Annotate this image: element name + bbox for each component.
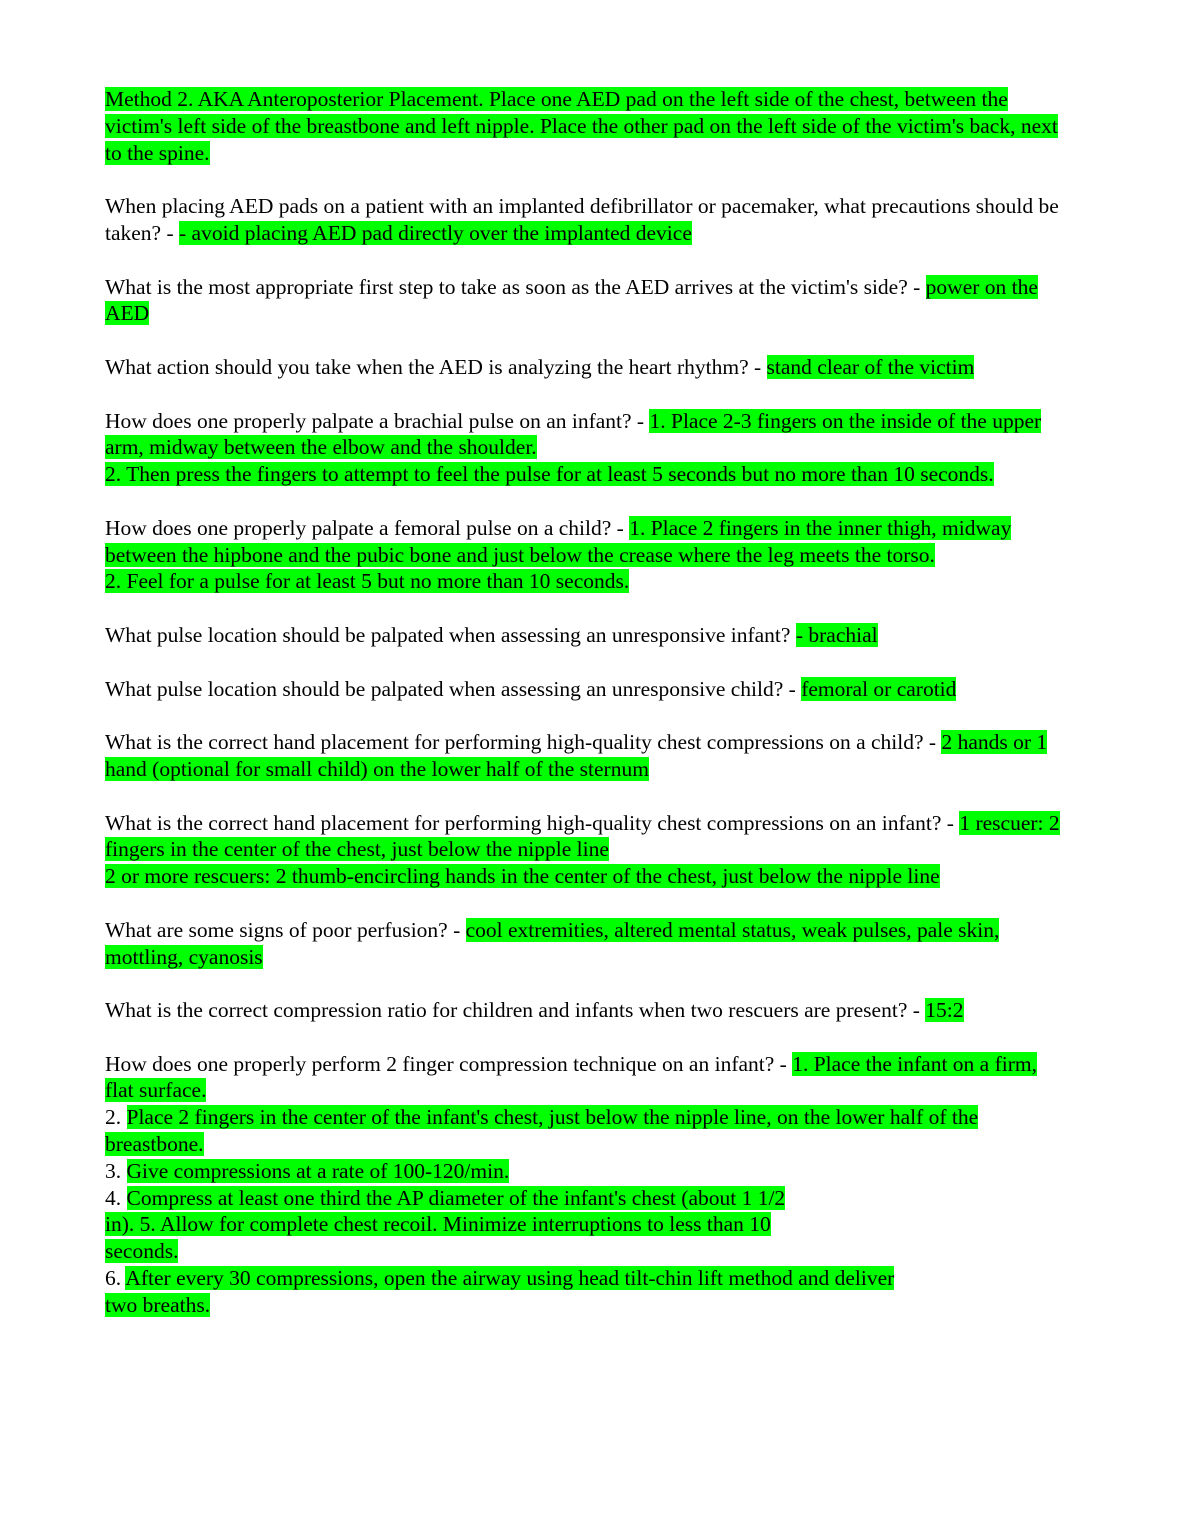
answer-highlight: - avoid placing AED pad directly over the implanted device [179, 220, 692, 245]
step-line [105, 1265, 1070, 1292]
question-text: How does one properly perform 2 finger compression technique on an infant? - [105, 1051, 793, 1076]
qa-paragraph [105, 622, 1070, 649]
qa-item [105, 676, 1070, 703]
question-text: What is the most appropriate first step to take as soon as the AED arrives at the victim's side? - [105, 274, 926, 299]
question-text: What action should you take when the AED is analyzing the heart rhythm? - [105, 354, 767, 379]
qa-item [105, 354, 1070, 381]
qa-paragraph [105, 1051, 1070, 1105]
qa-paragraph [105, 810, 1070, 864]
answer-highlight: 2 hands or 1 hand (optional for small child) on the lower half of the sternum [105, 730, 1048, 781]
question-text: What pulse location should be palpated when assessing an unresponsive infant? [105, 622, 796, 647]
answer-highlight: 2. Feel for a pulse for at least 5 but no more than 10 seconds. [105, 569, 630, 594]
answer-highlight: 1. Place the infant on a firm, flat surface. [105, 1051, 1037, 1103]
answer-line [105, 86, 1070, 166]
question-text: How does one properly palpate a femoral pulse on a child? - [105, 515, 630, 540]
question-text: How does one properly palpate a brachial pulse on an infant? - [105, 408, 650, 433]
qa-item [105, 515, 1070, 595]
qa-paragraph [105, 997, 1070, 1024]
step-line [105, 1238, 1070, 1265]
answer-highlight: 1. Place 2 fingers in the inner thigh, midway between the hipbone and the pubic bone and just below the crease where the leg meets the torso. [105, 515, 1012, 567]
answer-highlight: cool extremities, altered mental status, weak pulses, pale skin, mottling, cyanosis [105, 917, 1000, 969]
answer-highlight: Method 2. AKA Anteroposterior Placement. Place one AED pad on the left side of the chest, between the victim's left side of the breastbone and left nipple. Place the other pad on the left side of the victim's back, next to the spine. [105, 87, 1058, 165]
question-text: When placing AED pads on a patient with an implanted defibrillator or pacemaker, what precautions should be taken? - [105, 194, 1059, 245]
answer-line [105, 461, 1070, 488]
qa-item [105, 408, 1070, 488]
document-page [105, 86, 1070, 1345]
qa-paragraph [105, 354, 1070, 381]
question-text: What are some signs of poor perfusion? - [105, 917, 466, 942]
answer-highlight: 15:2 [925, 998, 964, 1023]
step-number: 2. [105, 1105, 127, 1130]
qa-item [105, 86, 1070, 166]
answer-highlight: in). 5. Allow for complete chest recoil. Minimize interruptions to less than 10 [105, 1212, 771, 1237]
step-number: 4. [105, 1185, 127, 1210]
question-text: What is the correct compression ratio for children and infants when two rescuers are present? - [105, 998, 926, 1023]
answer-highlight: two breaths. [105, 1292, 211, 1317]
step-line [105, 1185, 1070, 1212]
answer-highlight: Give compressions at a rate of 100-120/min. [126, 1158, 510, 1183]
step-line [105, 1292, 1070, 1319]
qa-paragraph [105, 193, 1070, 247]
qa-item [105, 274, 1070, 328]
step-number: 6. [105, 1266, 126, 1291]
answer-highlight: After every 30 compressions, open the airway using head tilt-chin lift method and deliver [125, 1266, 895, 1291]
answer-highlight: Compress at least one third the AP diameter of the infant's chest (about 1 1/2 [126, 1185, 786, 1210]
qa-paragraph [105, 917, 1070, 971]
step-line [105, 1158, 1070, 1185]
answer-highlight: power on the AED [105, 274, 1038, 326]
qa-paragraph [105, 408, 1070, 462]
step-line [105, 1211, 1070, 1238]
qa-item [105, 1051, 1070, 1319]
qa-paragraph [105, 729, 1070, 783]
answer-highlight: femoral or carotid [801, 676, 957, 701]
qa-paragraph [105, 676, 1070, 703]
answer-highlight: stand clear of the victim [766, 354, 975, 379]
answer-highlight: seconds. [105, 1239, 179, 1264]
answer-highlight: 1. Place 2-3 fingers on the inside of the upper arm, midway between the elbow and the shoulder. [105, 408, 1042, 460]
answer-highlight: Place 2 fingers in the center of the infant's chest, just below the nipple line, on the lower half of the breastbone. [105, 1105, 979, 1157]
answer-highlight: - brachial [795, 622, 878, 647]
answer-line [105, 863, 1070, 890]
qa-item [105, 997, 1070, 1024]
qa-paragraph [105, 515, 1070, 569]
qa-item [105, 917, 1070, 971]
answer-highlight: 2 or more rescuers: 2 thumb-encircling hands in the center of the chest, just below the nipple line [105, 864, 940, 889]
qa-paragraph [105, 274, 1070, 328]
qa-item [105, 622, 1070, 649]
qa-item [105, 729, 1070, 783]
answer-line [105, 568, 1070, 595]
question-text: What is the correct hand placement for performing high-quality chest compressions on an infant? - [105, 810, 960, 835]
step-number: 3. [105, 1158, 127, 1183]
qa-item [105, 193, 1070, 247]
qa-item [105, 810, 1070, 890]
step-line [105, 1104, 1070, 1158]
question-text: What pulse location should be palpated when assessing an unresponsive child? - [105, 676, 802, 701]
answer-highlight: 1 rescuer: 2 fingers in the center of the chest, just below the nipple line [105, 810, 1060, 862]
answer-highlight: 2. Then press the fingers to attempt to feel the pulse for at least 5 seconds but no more than 10 seconds. [105, 462, 994, 487]
question-text: What is the correct hand placement for performing high-quality chest compressions on a child? - [105, 730, 942, 755]
